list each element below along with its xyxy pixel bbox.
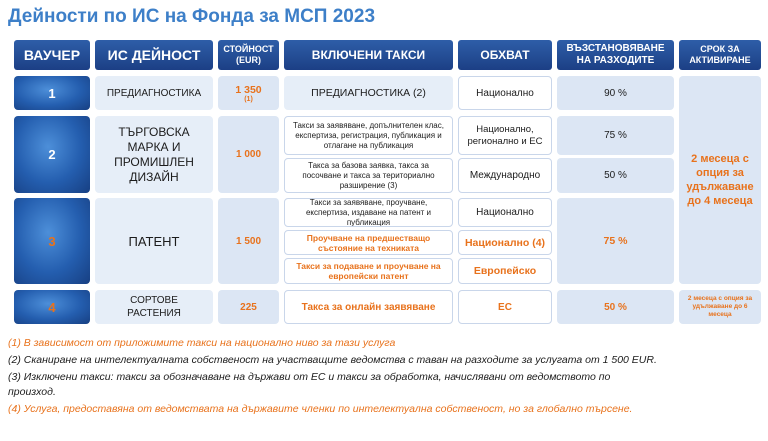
row2-refund-b: 50 % <box>557 158 674 193</box>
row1-refund: 90 % <box>557 76 674 110</box>
voucher-3: 3 <box>14 198 90 284</box>
header-refund: ВЪЗСТАНОВЯВАНЕ НА РАЗХОДИТЕ <box>557 40 674 70</box>
row3-scope-a: Национално <box>458 198 552 227</box>
term-main: 2 месеца с опция за удължаване до 4 месеца <box>679 76 761 284</box>
header-voucher: ВАУЧЕР <box>14 40 90 70</box>
page-title: Дейности по ИС на Фонда за МСП 2023 <box>8 6 376 27</box>
row3-activity: ПАТЕНТ <box>95 198 213 284</box>
voucher-1: 1 <box>14 76 90 110</box>
row3-fees-c: Такси за подаване и проучване на европейски патент <box>284 258 453 284</box>
row3-fees-a: Такси за заявяване, проучване, експертиза, издаване на патент и публикация <box>284 198 453 227</box>
footnote-2: (2) Сканиране на интелектуалната собственост на участващите ведомства с таван на разходите за услугата от 1 500 EUR. <box>8 354 657 366</box>
header-term: СРОК ЗА АКТИВИРАНЕ <box>679 40 761 70</box>
row2-refund-a: 75 % <box>557 116 674 155</box>
row4-fees: Такса за онлайн заявяване <box>284 290 453 324</box>
row4-scope: ЕС <box>458 290 552 324</box>
row1-cost-note: (1) <box>244 95 253 103</box>
row4-activity: СОРТОВЕ РАСТЕНИЯ <box>95 290 213 324</box>
header-fees: ВКЛЮЧЕНИ ТАКСИ <box>284 40 453 70</box>
row2-fees-a: Такси за заявяване, допълнителен клас, експертиза, регистрация, публикация и отлагане на публикация <box>284 116 453 155</box>
row1-cost <box>218 76 279 110</box>
row4-refund: 50 % <box>557 290 674 324</box>
voucher-4: 4 <box>14 290 90 324</box>
row2-activity: ТЪРГОВСКА МАРКА И ПРОМИШЛЕН ДИЗАЙН <box>95 116 213 193</box>
row1-cost-value: 1 350 <box>235 83 262 96</box>
footnote-1: (1) В зависимост от приложимите такси на национално ниво за тази услуга <box>8 337 396 349</box>
row1-fees: ПРЕДИАГНОСТИКА (2) <box>284 76 453 110</box>
row2-cost: 1 000 <box>218 116 279 193</box>
row2-fees-b: Такса за базова заявка, такса за посочване и такса за териториално разширение (3) <box>284 158 453 193</box>
row3-refund: 75 % <box>557 198 674 284</box>
row3-cost: 1 500 <box>218 198 279 284</box>
voucher-2: 2 <box>14 116 90 193</box>
row4-cost: 225 <box>218 290 279 324</box>
row2-scope-b: Международно <box>458 158 552 193</box>
row2-scope-a: Национално, регионално и ЕС <box>458 116 552 155</box>
row1-scope: Национално <box>458 76 552 110</box>
header-activity: ИС ДЕЙНОСТ <box>95 40 213 70</box>
footnote-3-cont: произход. <box>8 386 56 398</box>
footnote-3: (3) Изключени такси: такси за обозначаване на държави от ЕС и такси за обработка, начислявани от ведомството по <box>8 371 611 383</box>
row1-activity: ПРЕДИАГНОСТИКА <box>95 76 213 110</box>
row4-term: 2 месеца с опция за удължаване до 6 месеца <box>679 290 761 324</box>
row3-scope-c: Европейско <box>458 258 552 284</box>
header-cost: СТОЙНОСТ (EUR) <box>218 40 279 70</box>
header-scope: ОБХВАТ <box>458 40 552 70</box>
footnote-4: (4) Услуга, предоставяна от ведомствата на държавите членки по интелектуална собственост, но за глобално търсене. <box>8 403 633 415</box>
row3-fees-b: Проучване на предшестващо състояние на техниката <box>284 230 453 255</box>
row3-scope-b: Национално (4) <box>458 230 552 255</box>
